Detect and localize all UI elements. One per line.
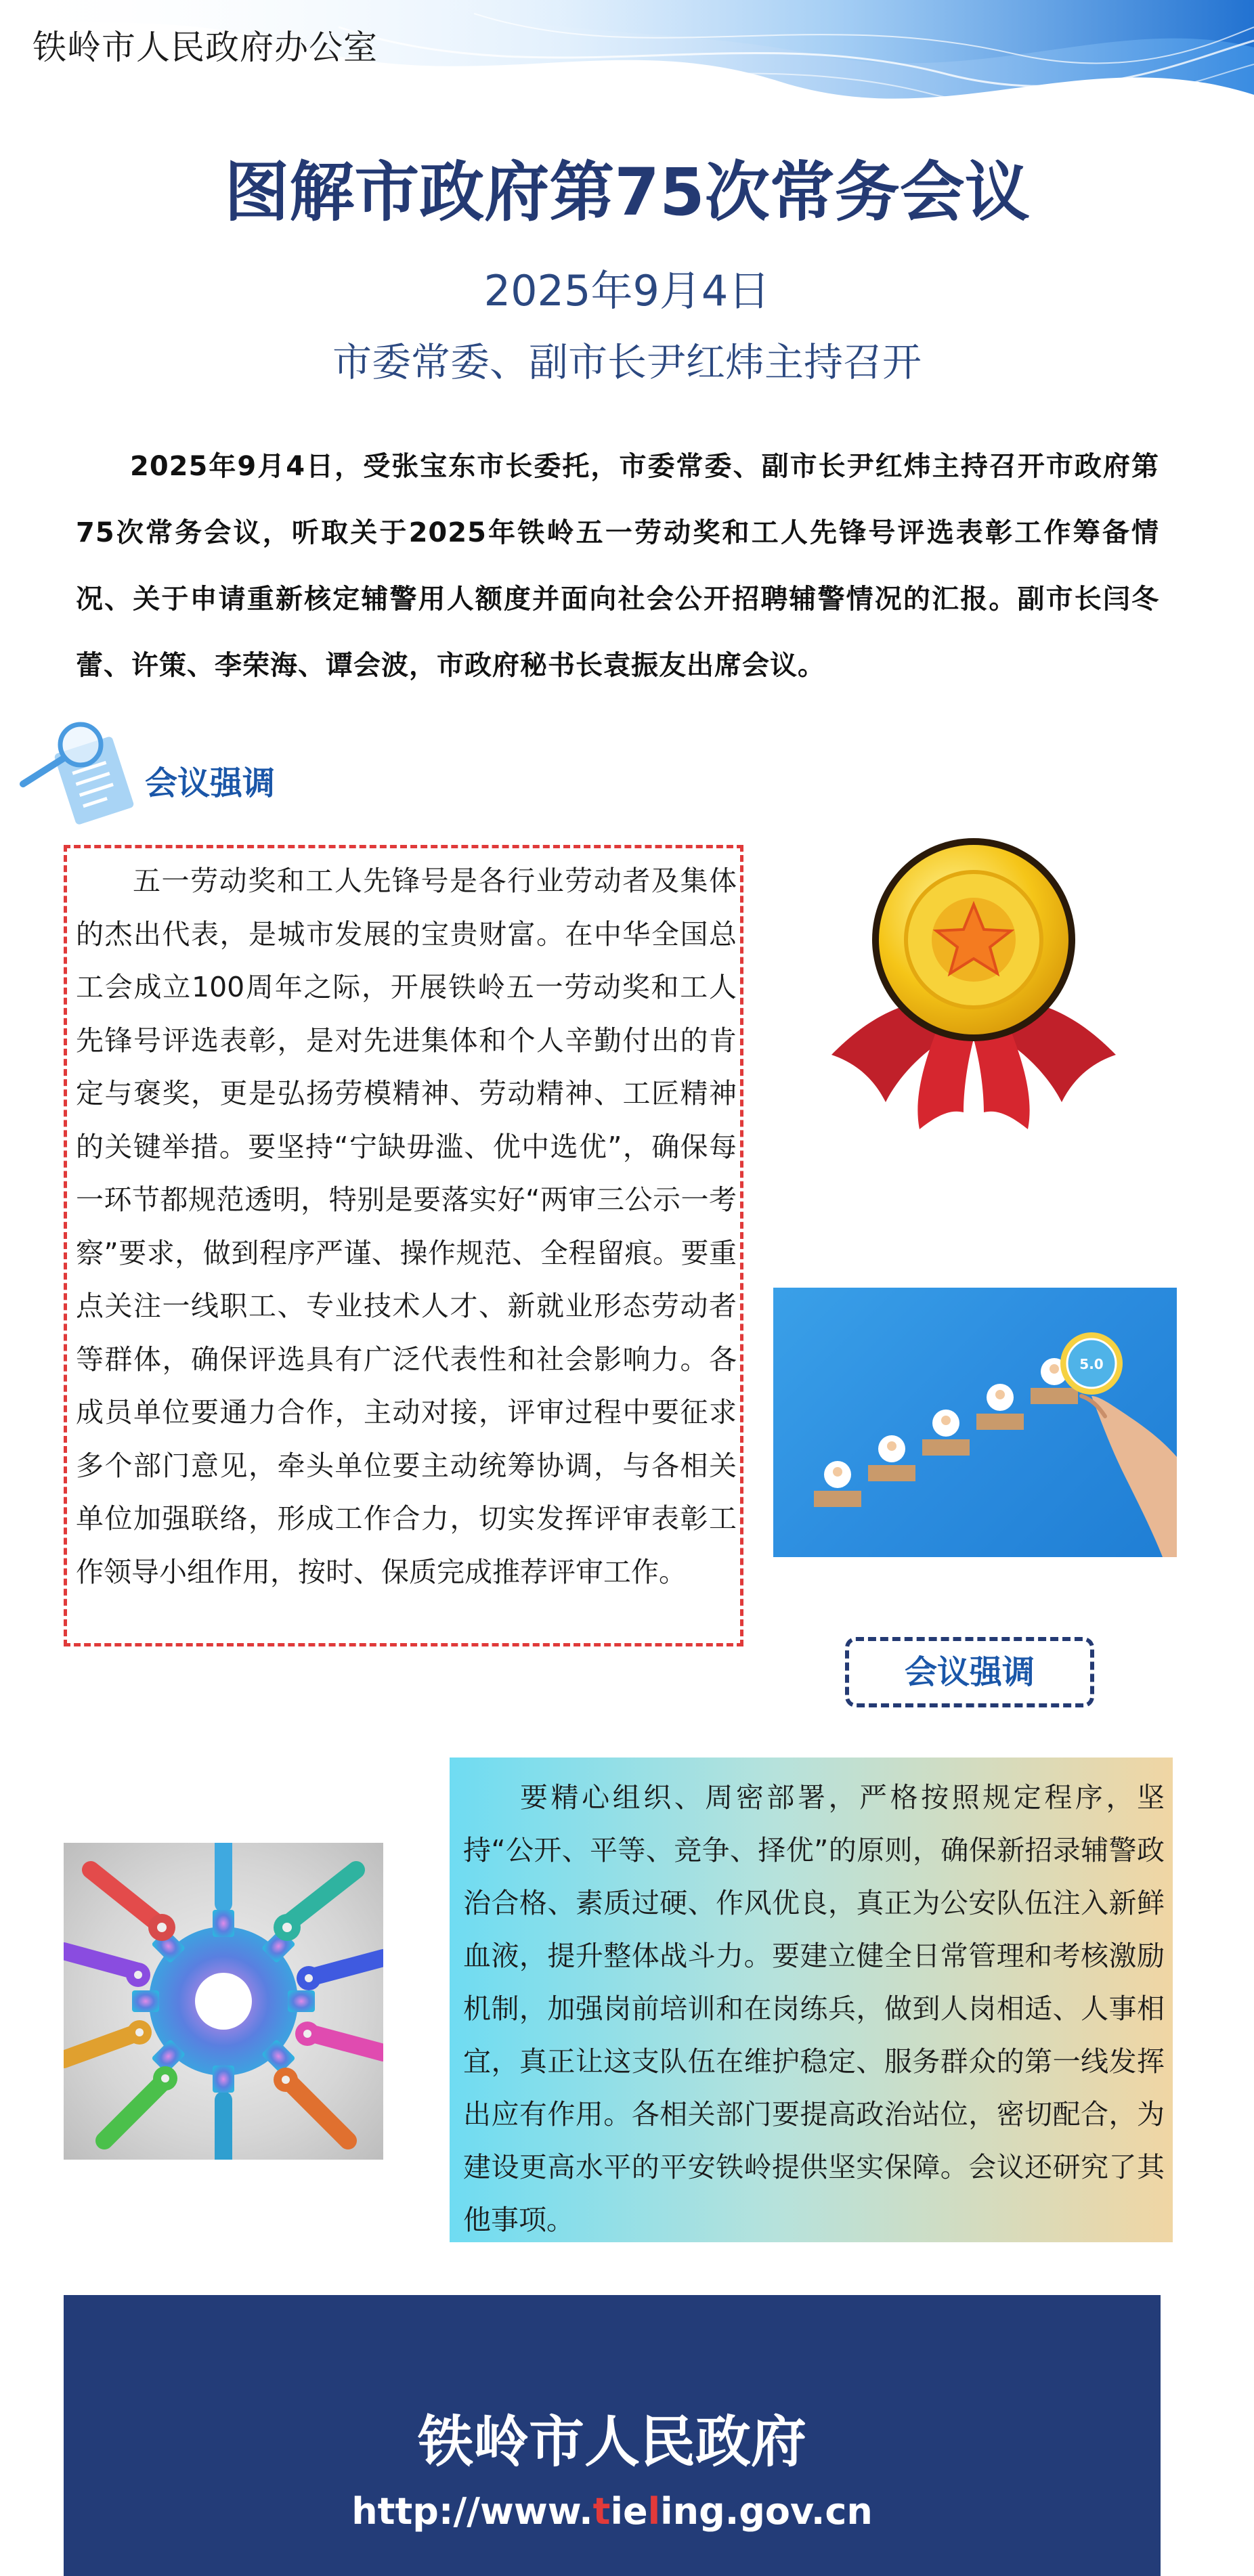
footer-url-mid: ie: [610, 2490, 648, 2533]
magnifier-document-icon: [16, 716, 145, 825]
section2-text: 要精心组织、周密部署，严格按照规定程序，坚持“公开、平等、竞争、择优”的原则，确保新招录辅警政治合格、素质过硬、作风优良，真正为公安队伍注入新鲜血液，提升整体战斗力。要建立健全日常管理和考核激励机制，加强岗前培训和在岗练兵，做到人岗相适、人事相宜，真正让这支队伍在维护稳定、服务群众的第一线发挥出应有作用。各相关部门要提高政治站位，密切配合，为建设更高水平的平安铁岭提供坚实保障。会议还研究了其他事项。: [463, 1781, 1165, 2236]
gears-hands-image: [64, 1843, 383, 2160]
footer-url-accent-2: l: [647, 2490, 661, 2533]
stairs-career-image: [773, 1288, 1177, 1557]
footer-url-accent-1: t: [592, 2490, 611, 2533]
footer-url-link[interactable]: [64, 2490, 1161, 2533]
footer-url-suffix: ing.gov.cn: [660, 2490, 873, 2533]
intro-paragraph: 2025年9月4日，受张宝东市长委托，市委常委、副市长尹红炜主持召开市政府第75次常务会议，听取关于2025年铁岭五一劳动奖和工人先锋号评选表彰工作筹备情况、关于申请重新核定辅警用人额度并面向社会公开招聘辅警情况的汇报。副市长闫冬蕾、许策、李荣海、谭会波，市政府秘书长袁振友出席会议。: [76, 451, 1159, 681]
meeting-date: 2025年9月4日: [483, 266, 771, 315]
footer-org-name: 铁岭市人民政府: [417, 2410, 806, 2474]
page-title: 图解市政府第75次常务会议: [224, 154, 1030, 230]
office-name: 铁岭市人民政府办公室: [33, 28, 378, 67]
stairs-badge-label: 5.0: [1079, 1356, 1104, 1372]
meeting-chair: 市委常委、副市长尹红炜主持召开: [332, 339, 922, 385]
section1-title: 会议强调: [145, 764, 276, 802]
footer-banner: [64, 2295, 1161, 2576]
medal-icon: [825, 831, 1123, 1143]
section2-title: 会议强调: [845, 1637, 1094, 1707]
footer-url-prefix: http://www.: [351, 2490, 593, 2533]
section1-text: 五一劳动奖和工人先锋号是各行业劳动者及集体的杰出代表，是城市发展的宝贵财富。在中华全国总工会成立100周年之际，开展铁岭五一劳动奖和工人先锋号评选表彰，是对先进集体和个人辛勤付出的肯定与褒奖，更是弘扬劳模精神、劳动精神、工匠精神的关键举措。要坚持“宁缺毋滥、优中选优”，确保每一环节都规范透明，特别是要落实好“两审三公示一考察”要求，做到程序严谨、操作规范、全程留痕。要重点关注一线职工、专业技术人才、新就业形态劳动者等群体，确保评选具有广泛代表性和社会影响力。各成员单位要通力合作，主动对接，评审过程中要征求多个部门意见，牵头单位要主动统筹协调，与各相关单位加强联络，形成工作合力，切实发挥评审表彰工作领导小组作用，按时、保质完成推荐评审工作。: [76, 865, 737, 1588]
